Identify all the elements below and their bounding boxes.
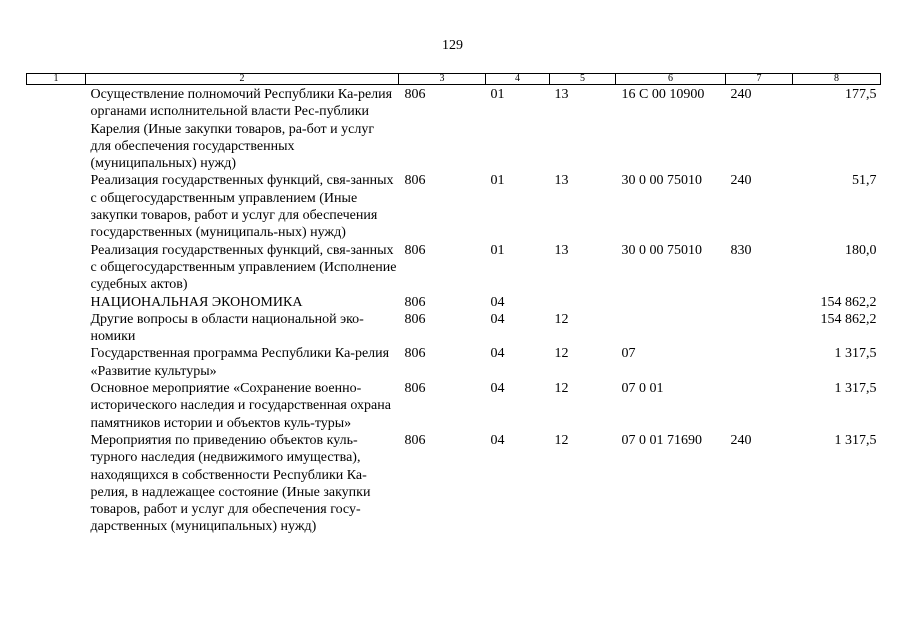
amount: 180,0 — [845, 242, 877, 258]
column-header-7: 7 — [726, 74, 793, 85]
section-code: 04 — [490, 381, 505, 397]
column-header-4: 4 — [486, 74, 550, 85]
ministry-code: 806 — [404, 346, 426, 362]
subsection-code: 12 — [554, 346, 569, 362]
table-body — [27, 85, 881, 536]
row-name: Основное мероприятие «Сохранение военно-исторического наследия и государственная охрана памятников истории и объектов куль-туры» — [90, 381, 391, 431]
ministry-code: 806 — [404, 242, 426, 258]
expense-type-code: 240 — [730, 87, 752, 102]
table-row — [27, 311, 881, 346]
amount: 1 317,5 — [834, 381, 877, 397]
row-name: Мероприятия по приведению объектов куль-турного наследия (недвижимого имущества), находящихся в собственности Республики Ка-релия, в надлежащее состояние (Иные закупки товаров, работ и услуг для обеспечения госу-дарственных (муниципальных) нужд) — [90, 432, 371, 535]
row-number-cell — [27, 345, 86, 380]
target-item-code: 16 С 00 10900 — [621, 87, 705, 102]
section-code: 04 — [490, 294, 505, 310]
amount: 1 317,5 — [834, 432, 877, 448]
table-row — [27, 242, 881, 294]
row-name: Осуществление полномочий Республики Ка-релия органами исполнительной власти Рес-публики Карелия (Иные закупки товаров, ра-бот и услуг для обеспечения государственных (муниципальных) нужд) — [90, 87, 393, 172]
table-row — [27, 85, 881, 173]
table-header — [27, 74, 881, 85]
table-row — [27, 345, 881, 380]
amount: 154 862,2 — [820, 311, 877, 327]
row-number-cell — [27, 172, 86, 241]
ministry-code: 806 — [404, 432, 426, 448]
row-number-cell — [27, 432, 86, 536]
section-code: 04 — [490, 432, 505, 448]
column-header-5: 5 — [550, 74, 616, 85]
column-header-3: 3 — [399, 74, 486, 85]
target-item-code: 07 0 01 — [621, 381, 664, 397]
amount: 1 317,5 — [834, 346, 877, 362]
section-code: 04 — [490, 311, 505, 327]
header-row — [27, 74, 881, 85]
expense-type-code: 240 — [730, 173, 752, 189]
expense-type-code: 830 — [730, 242, 752, 258]
row-name: НАЦИОНАЛЬНАЯ ЭКОНОМИКА — [90, 294, 303, 310]
row-number-cell — [27, 311, 86, 346]
column-header-6: 6 — [616, 74, 726, 85]
table-row — [27, 432, 881, 536]
row-number-cell — [27, 380, 86, 432]
row-name: Реализация государственных функций, свя-занных с общегосударственным управлением (Исполнение судебных актов) — [90, 242, 397, 293]
column-header-1: 1 — [27, 74, 86, 85]
subsection-code — [550, 294, 616, 311]
section-code: 01 — [490, 242, 505, 258]
ministry-code: 806 — [404, 294, 426, 310]
subsection-code: 13 — [554, 173, 569, 189]
amount: 177,5 — [845, 87, 877, 102]
row-name: Другие вопросы в области национальной эко-номики — [90, 311, 364, 345]
section-code: 01 — [490, 173, 505, 189]
target-item-code: 30 0 00 75010 — [621, 242, 702, 258]
amount: 51,7 — [852, 173, 877, 189]
row-number-cell — [27, 242, 86, 294]
table-row — [27, 294, 881, 311]
subsection-code: 12 — [554, 311, 569, 327]
target-item-code: 07 0 01 71690 — [621, 432, 702, 448]
column-header-2: 2 — [86, 74, 399, 85]
subsection-code: 13 — [554, 87, 569, 102]
row-name: Реализация государственных функций, свя-занных с общегосударственным управлением (Иные закупки товаров, работ и услуг для обеспечения государственных (муниципаль-ных) нужд) — [90, 173, 394, 241]
section-code: 04 — [490, 346, 505, 362]
row-number-cell — [27, 85, 86, 173]
expense-type-code: 240 — [730, 432, 752, 448]
budget-table — [26, 73, 881, 536]
subsection-code: 12 — [554, 381, 569, 397]
expense-type-code — [726, 311, 793, 346]
expense-type-code — [726, 294, 793, 311]
ministry-code: 806 — [404, 311, 426, 327]
expense-type-code — [726, 380, 793, 432]
ministry-code: 806 — [404, 87, 426, 102]
amount: 154 862,2 — [820, 294, 877, 310]
subsection-code: 13 — [554, 242, 569, 258]
page-number: 129 — [442, 38, 463, 53]
subsection-code: 12 — [554, 432, 569, 448]
target-item-code: 30 0 00 75010 — [621, 173, 702, 189]
table-row — [27, 172, 881, 241]
ministry-code: 806 — [404, 381, 426, 397]
row-number-cell — [27, 294, 86, 311]
target-item-code — [616, 311, 726, 346]
section-code: 01 — [490, 87, 505, 102]
row-name: Государственная программа Республики Ка-релия «Развитие культуры» — [90, 346, 390, 379]
column-header-8: 8 — [793, 74, 881, 85]
expense-type-code — [726, 345, 793, 380]
target-item-code — [616, 294, 726, 311]
target-item-code: 07 — [621, 346, 636, 362]
table-row — [27, 380, 881, 432]
ministry-code: 806 — [404, 173, 426, 189]
